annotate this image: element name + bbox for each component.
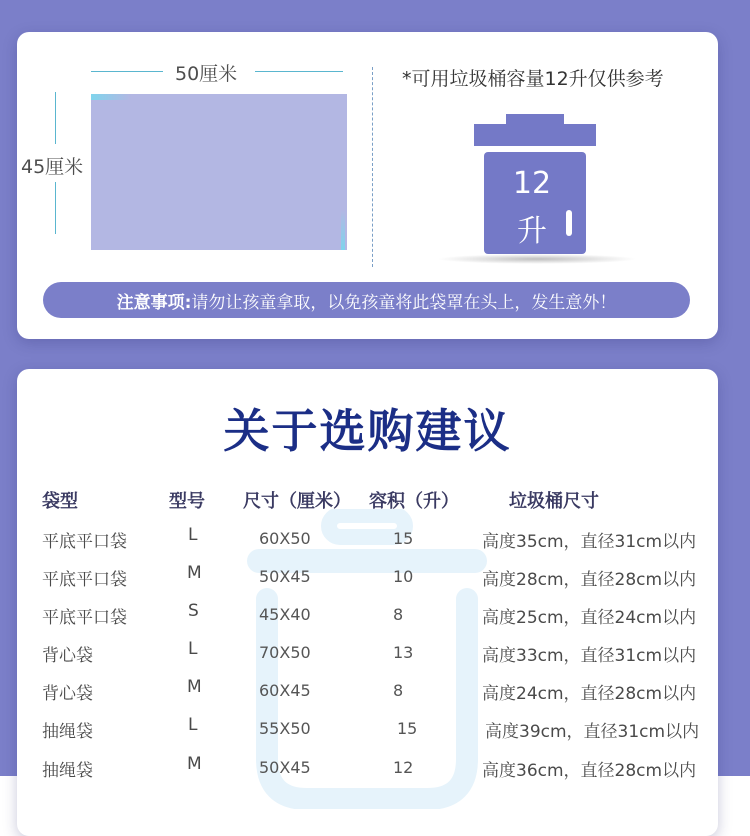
- row-2-model: S: [188, 601, 199, 621]
- row-3-bin-size: 高度33cm，直径31cm以内: [482, 646, 697, 666]
- row-6-model: M: [187, 754, 202, 774]
- row-1-bag-type: 平底平口袋: [42, 570, 127, 590]
- purchase-guide-card: [17, 369, 718, 836]
- row-1-bin-size: 高度28cm，直径28cm以内: [482, 570, 697, 590]
- row-3-size: 70X50: [259, 643, 311, 662]
- row-2-bag-type: 平底平口袋: [42, 608, 127, 628]
- header-volume: 容积（升）: [369, 491, 459, 512]
- bin-capacity-number: 12: [512, 166, 552, 201]
- row-5-volume: 15: [397, 719, 418, 738]
- height-dimension-line-bottom: [55, 182, 56, 234]
- trash-bin-icon: [474, 114, 596, 254]
- row-2-size: 45X40: [259, 605, 311, 624]
- row-1-volume: 10: [393, 567, 414, 586]
- header-bag-type: 袋型: [42, 491, 78, 512]
- row-4-volume: 8: [393, 681, 404, 700]
- row-3-model: L: [188, 639, 198, 659]
- row-0-volume: 15: [393, 529, 414, 548]
- bag-size-illustration: [91, 94, 347, 250]
- row-4-size: 60X45: [259, 681, 311, 700]
- bag-highlight-bottom-right: [341, 210, 345, 250]
- row-5-bag-type: 抽绳袋: [42, 722, 93, 742]
- row-6-bag-type: 抽绳袋: [42, 761, 93, 781]
- row-0-size: 60X50: [259, 529, 311, 548]
- row-4-bin-size: 高度24cm，直径28cm以内: [482, 684, 697, 704]
- row-6-size: 50X45: [259, 758, 311, 777]
- bag-highlight-top-left: [91, 94, 131, 100]
- row-5-bin-size: 高度39cm，直径31cm以内: [485, 722, 700, 742]
- size-info-card: [17, 32, 718, 339]
- header-model: 型号: [169, 491, 205, 512]
- safety-warning-banner: [43, 282, 690, 318]
- bag-height-label: 45厘米: [21, 156, 84, 178]
- row-2-volume: 8: [393, 605, 404, 624]
- row-6-bin-size: 高度36cm，直径28cm以内: [482, 761, 697, 781]
- bin-capacity-unit: 升: [517, 214, 547, 249]
- row-3-bag-type: 背心袋: [42, 646, 93, 666]
- width-dimension-line-left: [91, 71, 163, 72]
- row-0-bag-type: 平底平口袋: [42, 532, 127, 552]
- capacity-note: *可用垃圾桶容量12升仅供参考: [402, 68, 664, 90]
- row-5-model: L: [188, 715, 198, 735]
- row-0-model: L: [188, 525, 198, 545]
- row-5-size: 55X50: [259, 719, 311, 738]
- section-title: 关于选购建议: [223, 404, 512, 458]
- bag-width-label: 50厘米: [175, 63, 238, 85]
- header-size: 尺寸（厘米）: [243, 491, 351, 512]
- warning-label: 注意事项:: [116, 292, 192, 313]
- height-dimension-line-top: [55, 92, 56, 144]
- row-2-bin-size: 高度25cm，直径24cm以内: [482, 608, 697, 628]
- row-4-bag-type: 背心袋: [42, 684, 93, 704]
- bin-shadow: [437, 254, 637, 264]
- dashed-divider: [372, 67, 373, 267]
- row-4-model: M: [187, 677, 202, 697]
- row-1-size: 50X45: [259, 567, 311, 586]
- row-0-bin-size: 高度35cm，直径31cm以内: [482, 532, 697, 552]
- row-3-volume: 13: [393, 643, 414, 662]
- row-6-volume: 12: [393, 758, 414, 777]
- warning-text: 请勿让孩童拿取，以免孩童将此袋罩在头上，发生意外！: [191, 292, 617, 313]
- row-1-model: M: [187, 563, 202, 583]
- header-bin-size: 垃圾桶尺寸: [509, 491, 599, 512]
- width-dimension-line-right: [255, 71, 343, 72]
